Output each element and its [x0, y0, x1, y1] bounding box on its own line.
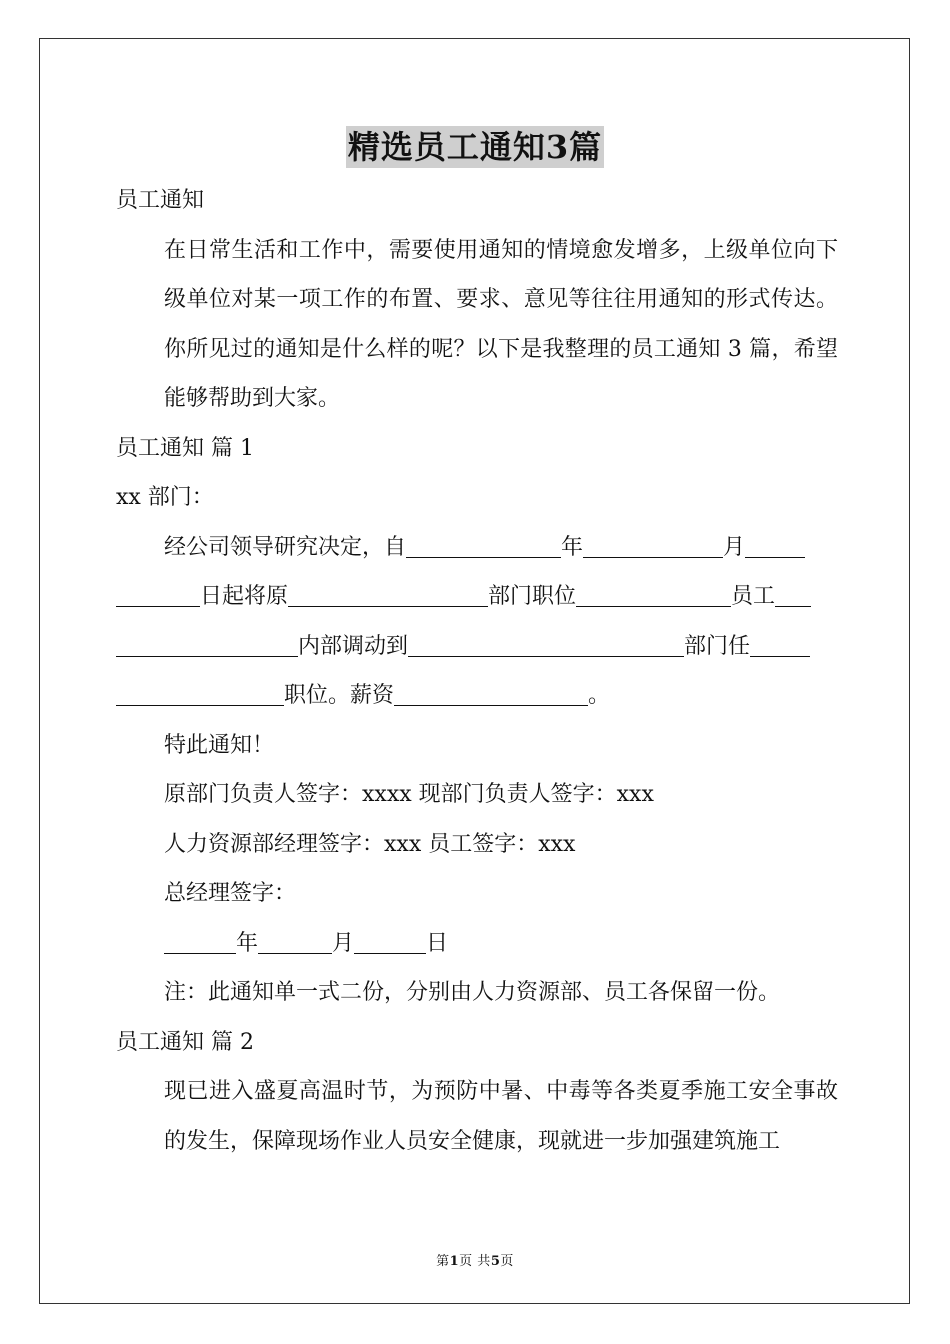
intro-paragraph: 在日常生活和工作中，需要使用通知的情境愈发增多，上级单位向下级单位对某一项工作的布置、要求、意见等往往用通知的形式传达。你所见过的通知是什么样的呢？以下是我整理的员工通知 3 篇，希望能够帮助到大家。: [164, 237, 838, 411]
title-container: [0, 126, 950, 168]
date-day-label: 日: [426, 930, 449, 956]
fill-blank: [116, 704, 284, 706]
fill-blank: [116, 655, 298, 657]
date-line: [116, 919, 838, 969]
form-line-1: [116, 523, 838, 573]
current-page-number: 1: [449, 1254, 460, 1269]
fill-blank: [775, 605, 811, 607]
form-text: 。: [588, 683, 611, 708]
signature-line-2: 人力资源部经理签字：xxx 员工签字：xxx: [164, 831, 576, 857]
date-month-label: 月: [332, 930, 355, 956]
form-line-3: [116, 622, 838, 672]
fill-blank: [288, 605, 488, 607]
total-pages-number: 5: [490, 1254, 501, 1269]
form-line-4: [116, 671, 838, 721]
fill-blank: [406, 556, 561, 558]
form-text: 部门职位: [488, 584, 577, 609]
form-text: 职位。薪资: [284, 683, 395, 708]
signature-line-1: 原部门负责人签字：xxxx 现部门负责人签字：xxx: [164, 782, 654, 807]
form-text: 员工: [731, 584, 776, 609]
section1-heading: 员工通知 篇 1: [116, 435, 254, 461]
document-body: [116, 176, 838, 1166]
section2-paragraph: 现已进入盛夏高温时节，为预防中暑、中毒等各类夏季施工安全事故的发生，保障现场作业人员安全健康，现就进一步加强建筑施工: [164, 1079, 838, 1154]
footer-text: 第: [436, 1254, 450, 1269]
fill-blank: [745, 556, 805, 558]
document-title: 精选员工通知3篇: [347, 128, 603, 166]
form-text: 年: [561, 534, 584, 560]
form-text: 部门任: [684, 633, 751, 659]
fill-blank: [583, 556, 723, 558]
form-text: 月: [723, 534, 746, 560]
fill-blank: [116, 605, 200, 607]
intro-heading: 员工通知: [116, 188, 205, 213]
fill-blank: [408, 655, 684, 657]
fill-blank: [750, 655, 810, 657]
note: 注：此通知单一式二份，分别由人力资源部、员工各保留一份。: [164, 980, 781, 1005]
fill-blank: [258, 952, 332, 954]
addressee: xx 部门：: [116, 485, 214, 510]
form-text: 日起将原: [200, 584, 289, 609]
form-line-2: [116, 572, 838, 622]
signature-line-3: 总经理签字：: [164, 881, 297, 906]
fill-blank: [164, 952, 236, 954]
footer-text: 页 共: [459, 1254, 491, 1269]
notice-end: 特此通知！: [164, 732, 275, 758]
fill-blank: [354, 952, 426, 954]
page-footer: [0, 1250, 950, 1269]
footer-text: 页: [500, 1254, 514, 1269]
form-text: 经公司领导研究决定，自: [164, 534, 407, 560]
fill-blank: [394, 704, 588, 706]
form-text: 内部调动到: [298, 633, 409, 659]
date-year-label: 年: [236, 930, 259, 956]
section2-heading: 员工通知 篇 2: [116, 1029, 254, 1055]
fill-blank: [576, 605, 731, 607]
